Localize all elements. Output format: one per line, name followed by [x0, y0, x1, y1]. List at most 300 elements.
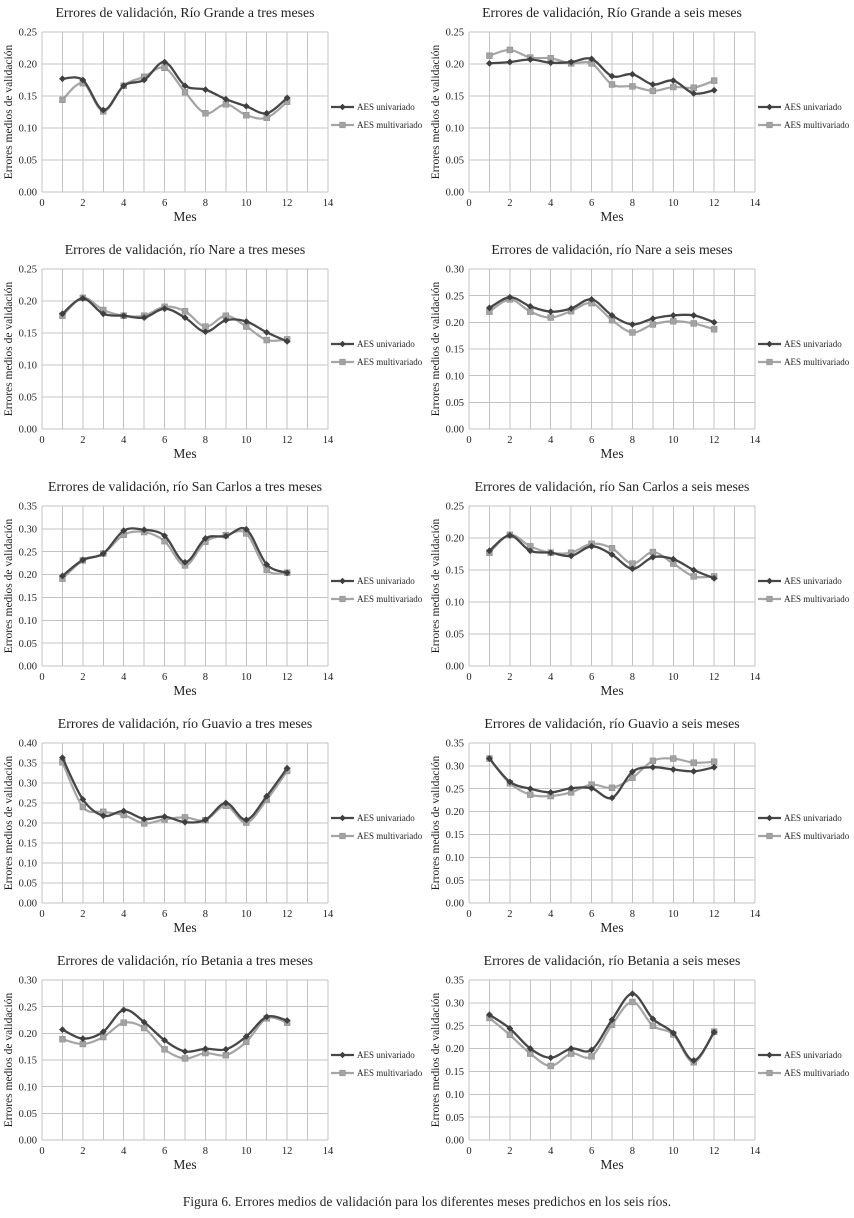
legend	[331, 813, 423, 841]
x-axis-tick-label: 10	[241, 672, 252, 683]
series-marker-multivariado	[609, 545, 615, 551]
x-axis-tick-label: 0	[466, 1146, 472, 1157]
legend-label: AES multivariado	[784, 594, 850, 605]
chart-svg-rio-betania-seis-meses	[427, 948, 854, 1185]
series-marker-univariado	[649, 81, 656, 88]
chart-svg-rio-nare-tres-meses	[0, 237, 427, 474]
series-marker-multivariado	[630, 999, 636, 1005]
chart-rio-betania-seis-meses	[427, 948, 854, 1185]
x-axis-tick-label: 12	[281, 1146, 293, 1157]
y-axis-tick-label: 0.00	[445, 424, 464, 436]
series-line-univariado	[62, 758, 287, 823]
chart-svg-rio-san-carlos-tres-meses	[0, 474, 427, 711]
x-axis-tick-label: 6	[588, 1146, 595, 1157]
x-axis-tick-label: 10	[668, 672, 679, 683]
y-axis-tick-label: 0.35	[445, 975, 464, 987]
y-axis-tick-label: 0.05	[18, 155, 37, 167]
x-axis-label: Mes	[600, 446, 624, 461]
x-axis-tick-label: 10	[241, 435, 252, 446]
x-axis-label: Mes	[173, 1157, 197, 1172]
y-axis-tick-label: 0.05	[445, 398, 464, 410]
legend-marker-diamond	[766, 578, 772, 584]
legend-entry-multivariado	[331, 120, 423, 130]
y-axis-tick-label: 0.10	[445, 1089, 464, 1101]
series-marker-multivariado	[691, 85, 697, 91]
series-marker-multivariado	[711, 759, 717, 765]
series-marker-multivariado	[203, 110, 209, 116]
x-axis-tick-label: 8	[629, 672, 636, 683]
legend-marker-diamond	[339, 815, 345, 821]
chart-rio-nare-seis-meses	[427, 237, 854, 474]
legend	[758, 1050, 850, 1078]
chart-rio-san-carlos-tres-meses	[0, 474, 427, 711]
legend-entry-multivariado	[758, 594, 850, 604]
x-axis-tick-label: 8	[629, 1146, 636, 1157]
y-axis-tick-label: 0.15	[18, 328, 37, 340]
legend-label: AES univariado	[784, 102, 842, 113]
series-marker-univariado	[243, 103, 250, 110]
series-marker-multivariado	[650, 758, 656, 764]
x-axis-tick-label: 10	[241, 909, 252, 920]
y-axis-tick-label: 0.15	[445, 91, 464, 103]
series-marker-univariado	[670, 312, 677, 319]
series-marker-multivariado	[650, 322, 656, 328]
chart-svg-rio-grande-seis-meses	[427, 0, 854, 237]
series-marker-univariado	[649, 764, 656, 771]
series-marker-multivariado	[182, 1056, 188, 1062]
y-axis-tick-label: 0.20	[445, 318, 464, 330]
series-marker-univariado	[202, 86, 209, 93]
series-marker-multivariado	[487, 53, 493, 59]
x-axis-tick-label: 12	[281, 672, 293, 683]
chart-title: Errores de validación, río Nare a seis meses	[491, 242, 733, 257]
x-axis-tick-label: 8	[202, 672, 209, 683]
series-marker-multivariado	[162, 65, 168, 71]
grid-lines	[469, 269, 755, 429]
x-axis-tick-label: 6	[161, 672, 168, 683]
x-axis-tick-label: 8	[629, 909, 636, 920]
y-axis-tick-label: 0.10	[445, 371, 464, 383]
grid-lines	[469, 32, 755, 192]
y-axis-tick-label: 0.20	[445, 59, 464, 71]
y-axis-tick-label: 0.35	[18, 501, 37, 513]
legend	[758, 576, 850, 604]
legend-label: AES univariado	[784, 813, 842, 824]
series-marker-univariado	[629, 990, 636, 997]
series-marker-multivariado	[223, 1052, 229, 1058]
y-axis-tick-label: 0.05	[18, 638, 37, 650]
legend-entry-multivariado	[758, 357, 850, 367]
series-line-multivariado	[489, 758, 714, 796]
legend-label: AES multivariado	[357, 120, 423, 131]
legend-marker-square	[767, 359, 773, 365]
legend-marker-square	[767, 596, 773, 602]
y-axis-tick-label: 0.15	[445, 830, 464, 842]
y-axis-tick-label: 0.15	[18, 91, 37, 103]
x-axis-label: Mes	[173, 209, 197, 224]
legend	[758, 813, 850, 841]
y-axis-tick-label: 0.10	[18, 858, 37, 870]
legend-entry-multivariado	[758, 1068, 850, 1078]
x-axis-tick-label: 12	[708, 909, 720, 920]
figure-caption: Figura 6. Errores medios de validación para los diferentes meses predichos en los seis ríos.	[182, 1193, 672, 1209]
x-axis-tick-label: 14	[749, 198, 761, 209]
legend	[331, 576, 423, 604]
x-axis-tick-label: 2	[80, 909, 86, 920]
y-axis-tick-label: 0.15	[445, 1067, 464, 1079]
legend-label: AES univariado	[357, 813, 415, 824]
y-axis-label: Errores medios de validación	[430, 992, 442, 1128]
x-axis-tick-label: 4	[121, 1146, 127, 1157]
x-axis-tick-label: 10	[668, 198, 679, 209]
y-axis-tick-label: 0.20	[18, 59, 37, 71]
x-axis-tick-label: 2	[80, 198, 86, 209]
y-axis-tick-label: 0.10	[445, 123, 464, 135]
legend-label: AES multivariado	[357, 357, 423, 368]
series-marker-univariado	[222, 1046, 229, 1053]
y-axis-tick-label: 0.05	[18, 1109, 37, 1121]
legend-label: AES univariado	[357, 1050, 415, 1061]
chart-rio-betania-tres-meses	[0, 948, 427, 1185]
legend-entry-univariado	[758, 102, 842, 112]
y-axis-tick-label: 0.00	[445, 187, 464, 199]
legend-marker-square	[340, 596, 346, 602]
x-axis-tick-label: 6	[588, 435, 595, 446]
legend-label: AES univariado	[357, 102, 415, 113]
x-axis-tick-label: 2	[507, 198, 513, 209]
legend-label: AES univariado	[357, 576, 415, 587]
legend-entry-multivariado	[758, 120, 850, 130]
x-axis-tick-label: 2	[507, 1146, 513, 1157]
x-axis-label: Mes	[600, 920, 624, 935]
series-marker-multivariado	[650, 1023, 656, 1029]
series-marker-univariado	[670, 766, 677, 773]
y-axis-tick-label: 0.05	[445, 629, 464, 641]
chart-title: Errores de validación, río Nare a tres meses	[64, 242, 306, 257]
legend-marker-diamond	[339, 1052, 345, 1058]
y-axis-tick-label: 0.25	[445, 291, 464, 303]
y-axis-tick-label: 0.10	[18, 615, 37, 627]
y-axis-tick-label: 0.25	[445, 501, 464, 513]
legend-marker-diamond	[339, 578, 345, 584]
legend	[331, 1050, 423, 1078]
y-axis-tick-label: 0.10	[445, 597, 464, 609]
x-axis-label: Mes	[173, 446, 197, 461]
x-axis-tick-label: 2	[80, 672, 86, 683]
legend-marker-square	[340, 1070, 346, 1076]
series-marker-multivariado	[589, 1053, 595, 1059]
x-axis-tick-label: 8	[629, 198, 636, 209]
series-marker-univariado	[527, 785, 534, 792]
series-marker-multivariado	[141, 1025, 147, 1031]
x-axis-tick-label: 6	[161, 198, 168, 209]
y-axis-tick-label: 0.20	[445, 533, 464, 545]
x-axis-tick-label: 4	[548, 1146, 554, 1157]
x-axis-tick-label: 12	[708, 198, 720, 209]
chart-svg-rio-nare-seis-meses	[427, 237, 854, 474]
series-marker-multivariado	[60, 1036, 66, 1042]
x-axis-tick-label: 14	[322, 909, 334, 920]
y-axis-label: Errores medios de validación	[3, 992, 15, 1128]
chart-rio-grande-tres-meses	[0, 0, 427, 237]
chart-svg-rio-guavio-tres-meses	[0, 711, 427, 948]
x-axis-tick-label: 4	[548, 435, 554, 446]
legend-entry-univariado	[331, 576, 415, 586]
series-marker-multivariado	[650, 88, 656, 94]
x-axis-tick-label: 10	[668, 1146, 679, 1157]
y-axis-tick-label: 0.25	[445, 27, 464, 39]
legend-marker-diamond	[766, 104, 772, 110]
y-axis-tick-label: 0.25	[445, 784, 464, 796]
series-line-multivariado	[489, 535, 714, 578]
y-axis-tick-label: 0.00	[18, 661, 37, 673]
x-axis-tick-label: 4	[548, 672, 554, 683]
legend-marker-square	[340, 359, 346, 365]
series-marker-univariado	[629, 71, 636, 78]
y-axis-tick-label: 0.20	[18, 296, 37, 308]
legend-entry-univariado	[331, 339, 415, 349]
legend	[331, 339, 423, 367]
x-axis-tick-label: 2	[80, 1146, 86, 1157]
x-axis-tick-label: 14	[322, 1146, 334, 1157]
legend-entry-multivariado	[758, 831, 850, 841]
y-axis-tick-label: 0.05	[18, 392, 37, 404]
legend-label: AES univariado	[784, 1050, 842, 1061]
y-axis-tick-label: 0.25	[18, 547, 37, 559]
series-marker-multivariado	[527, 792, 533, 798]
y-axis-tick-label: 0.00	[445, 661, 464, 673]
x-axis-tick-label: 6	[588, 198, 595, 209]
legend-entry-univariado	[758, 576, 842, 586]
y-axis-label: Errores medios de validación	[430, 755, 442, 891]
series-marker-multivariado	[691, 574, 697, 580]
grid-lines	[42, 269, 328, 429]
x-axis-tick-label: 0	[39, 1146, 45, 1157]
y-axis-tick-label: 0.05	[18, 878, 37, 890]
x-axis-label: Mes	[600, 209, 624, 224]
x-axis-tick-label: 0	[39, 198, 45, 209]
x-axis-tick-label: 12	[708, 435, 720, 446]
x-axis-tick-label: 14	[322, 198, 334, 209]
y-axis-label: Errores medios de validación	[430, 281, 442, 417]
y-axis-label: Errores medios de validación	[3, 755, 15, 891]
x-axis-tick-label: 10	[668, 435, 679, 446]
chart-title: Errores de validación, río Betania a tres meses	[57, 953, 313, 968]
chart-svg-rio-betania-tres-meses	[0, 948, 427, 1185]
x-axis-tick-label: 4	[121, 198, 127, 209]
x-axis-tick-label: 0	[466, 672, 472, 683]
legend	[331, 102, 423, 130]
y-axis-tick-label: 0.25	[18, 1002, 37, 1014]
x-axis-label: Mes	[173, 683, 197, 698]
x-axis-tick-label: 6	[588, 672, 595, 683]
legend	[758, 102, 850, 130]
x-axis-tick-label: 8	[202, 435, 209, 446]
series-line-univariado	[62, 1010, 287, 1052]
chart-title: Errores de validación, río Betania a seis meses	[483, 953, 741, 968]
legend-entry-univariado	[331, 1050, 415, 1060]
series-marker-multivariado	[609, 82, 615, 88]
x-axis-tick-label: 8	[202, 198, 209, 209]
legend-entry-univariado	[331, 102, 415, 112]
legend	[758, 339, 850, 367]
y-axis-tick-label: 0.25	[18, 798, 37, 810]
x-axis-tick-label: 4	[121, 909, 127, 920]
y-axis-tick-label: 0.05	[445, 155, 464, 167]
x-axis-tick-label: 2	[507, 909, 513, 920]
series-marker-multivariado	[670, 318, 676, 324]
x-axis-tick-label: 0	[466, 198, 472, 209]
y-axis-tick-label: 0.20	[445, 807, 464, 819]
x-axis-tick-label: 0	[466, 435, 472, 446]
y-axis-tick-label: 0.30	[18, 524, 37, 536]
x-axis-tick-label: 14	[749, 1146, 761, 1157]
y-axis-tick-label: 0.20	[445, 1044, 464, 1056]
series-marker-multivariado	[243, 112, 249, 118]
legend-label: AES multivariado	[357, 594, 423, 605]
y-axis-tick-label: 0.25	[18, 27, 37, 39]
legend-entry-univariado	[758, 813, 842, 823]
y-axis-tick-label: 0.00	[18, 1135, 37, 1147]
legend-marker-diamond	[339, 341, 345, 347]
y-axis-tick-label: 0.05	[445, 1112, 464, 1124]
legend-marker-square	[340, 833, 346, 839]
x-axis-tick-label: 8	[202, 1146, 209, 1157]
x-axis-tick-label: 12	[708, 1146, 720, 1157]
legend-marker-diamond	[339, 104, 345, 110]
y-axis-tick-label: 0.10	[18, 360, 37, 372]
series-marker-multivariado	[507, 1032, 513, 1038]
legend-label: AES univariado	[784, 339, 842, 350]
x-axis-tick-label: 4	[548, 909, 554, 920]
x-axis-tick-label: 0	[39, 435, 45, 446]
y-axis-tick-label: 0.30	[18, 778, 37, 790]
series-marker-multivariado	[711, 326, 717, 332]
chart-svg-rio-san-carlos-seis-meses	[427, 474, 854, 711]
series-marker-multivariado	[507, 47, 513, 53]
legend-label: AES multivariado	[784, 120, 850, 131]
series-marker-multivariado	[548, 315, 554, 321]
x-axis-tick-label: 6	[161, 1146, 168, 1157]
y-axis-tick-label: 0.10	[18, 1082, 37, 1094]
legend-marker-square	[340, 122, 346, 128]
legend-marker-diamond	[766, 815, 772, 821]
series-line-multivariado	[62, 1018, 287, 1059]
series-marker-multivariado	[182, 89, 188, 95]
series-marker-univariado	[670, 77, 677, 84]
series-marker-multivariado	[121, 1020, 127, 1026]
series-marker-multivariado	[162, 1046, 168, 1052]
legend-entry-multivariado	[331, 831, 423, 841]
series-marker-multivariado	[630, 330, 636, 336]
series-marker-univariado	[690, 768, 697, 775]
x-axis-tick-label: 12	[281, 909, 293, 920]
series-marker-univariado	[711, 87, 718, 94]
series-marker-multivariado	[691, 760, 697, 766]
series-marker-univariado	[711, 319, 718, 326]
y-axis-tick-label: 0.15	[18, 838, 37, 850]
y-axis-tick-label: 0.20	[18, 570, 37, 582]
y-axis-tick-label: 0.10	[445, 852, 464, 864]
x-axis-tick-label: 0	[466, 909, 472, 920]
chart-title: Errores de validación, río Guavio a seis meses	[484, 716, 740, 731]
chart-rio-san-carlos-seis-meses	[427, 474, 854, 711]
series-marker-univariado	[182, 1048, 189, 1055]
y-axis-label: Errores medios de validación	[430, 518, 442, 654]
x-axis-tick-label: 14	[749, 435, 761, 446]
x-axis-tick-label: 10	[241, 1146, 252, 1157]
legend-label: AES multivariado	[784, 1068, 850, 1079]
x-axis-label: Mes	[173, 920, 197, 935]
series-marker-multivariado	[182, 308, 188, 314]
series-marker-multivariado	[670, 756, 676, 762]
x-axis-tick-label: 14	[749, 672, 761, 683]
x-axis-tick-label: 10	[241, 198, 252, 209]
series-marker-multivariado	[548, 1063, 554, 1069]
legend-entry-multivariado	[331, 1068, 423, 1078]
y-axis-tick-label: 0.25	[445, 1021, 464, 1033]
x-axis-tick-label: 0	[39, 909, 45, 920]
legend-marker-square	[767, 122, 773, 128]
y-axis-tick-label: 0.30	[445, 998, 464, 1010]
y-axis-tick-label: 0.00	[445, 1135, 464, 1147]
y-axis-tick-label: 0.15	[18, 593, 37, 605]
series-marker-univariado	[59, 75, 66, 82]
y-axis-tick-label: 0.40	[18, 738, 37, 750]
y-axis-tick-label: 0.30	[445, 264, 464, 276]
x-axis-tick-label: 2	[507, 672, 513, 683]
y-axis-tick-label: 0.15	[445, 565, 464, 577]
grid-lines	[469, 980, 755, 1140]
x-axis-tick-label: 8	[202, 909, 209, 920]
y-axis-tick-label: 0.35	[18, 758, 37, 770]
grid-lines	[469, 506, 755, 666]
x-axis-label: Mes	[600, 1157, 624, 1172]
series-marker-univariado	[649, 315, 656, 322]
x-axis-tick-label: 4	[121, 672, 127, 683]
x-axis-tick-label: 0	[39, 672, 45, 683]
legend-label: AES multivariado	[357, 831, 423, 842]
series-marker-multivariado	[630, 775, 636, 781]
y-axis-label: Errores medios de validación	[3, 281, 15, 417]
y-axis-label: Errores medios de validación	[3, 44, 15, 180]
x-axis-tick-label: 12	[281, 198, 293, 209]
legend-marker-diamond	[766, 341, 772, 347]
series-marker-multivariado	[80, 804, 86, 810]
x-axis-tick-label: 12	[281, 435, 293, 446]
y-axis-tick-label: 0.20	[18, 1029, 37, 1041]
series-line-univariado	[489, 994, 714, 1061]
x-axis-tick-label: 10	[668, 909, 679, 920]
y-axis-label: Errores medios de validación	[3, 518, 15, 654]
chart-svg-rio-guavio-seis-meses	[427, 711, 854, 948]
series-marker-multivariado	[264, 337, 270, 343]
x-axis-tick-label: 14	[322, 672, 334, 683]
series-marker-univariado	[486, 60, 493, 67]
legend-marker-square	[767, 833, 773, 839]
x-axis-tick-label: 2	[507, 435, 513, 446]
legend-marker-square	[767, 1070, 773, 1076]
y-axis-label: Errores medios de validación	[430, 44, 442, 180]
y-axis-tick-label: 0.30	[18, 975, 37, 987]
chart-rio-guavio-tres-meses	[0, 711, 427, 948]
series-marker-multivariado	[691, 321, 697, 327]
y-axis-tick-label: 0.00	[445, 898, 464, 910]
chart-rio-guavio-seis-meses	[427, 711, 854, 948]
x-axis-tick-label: 14	[322, 435, 334, 446]
x-axis-tick-label: 6	[161, 435, 168, 446]
series-marker-univariado	[547, 1054, 554, 1061]
